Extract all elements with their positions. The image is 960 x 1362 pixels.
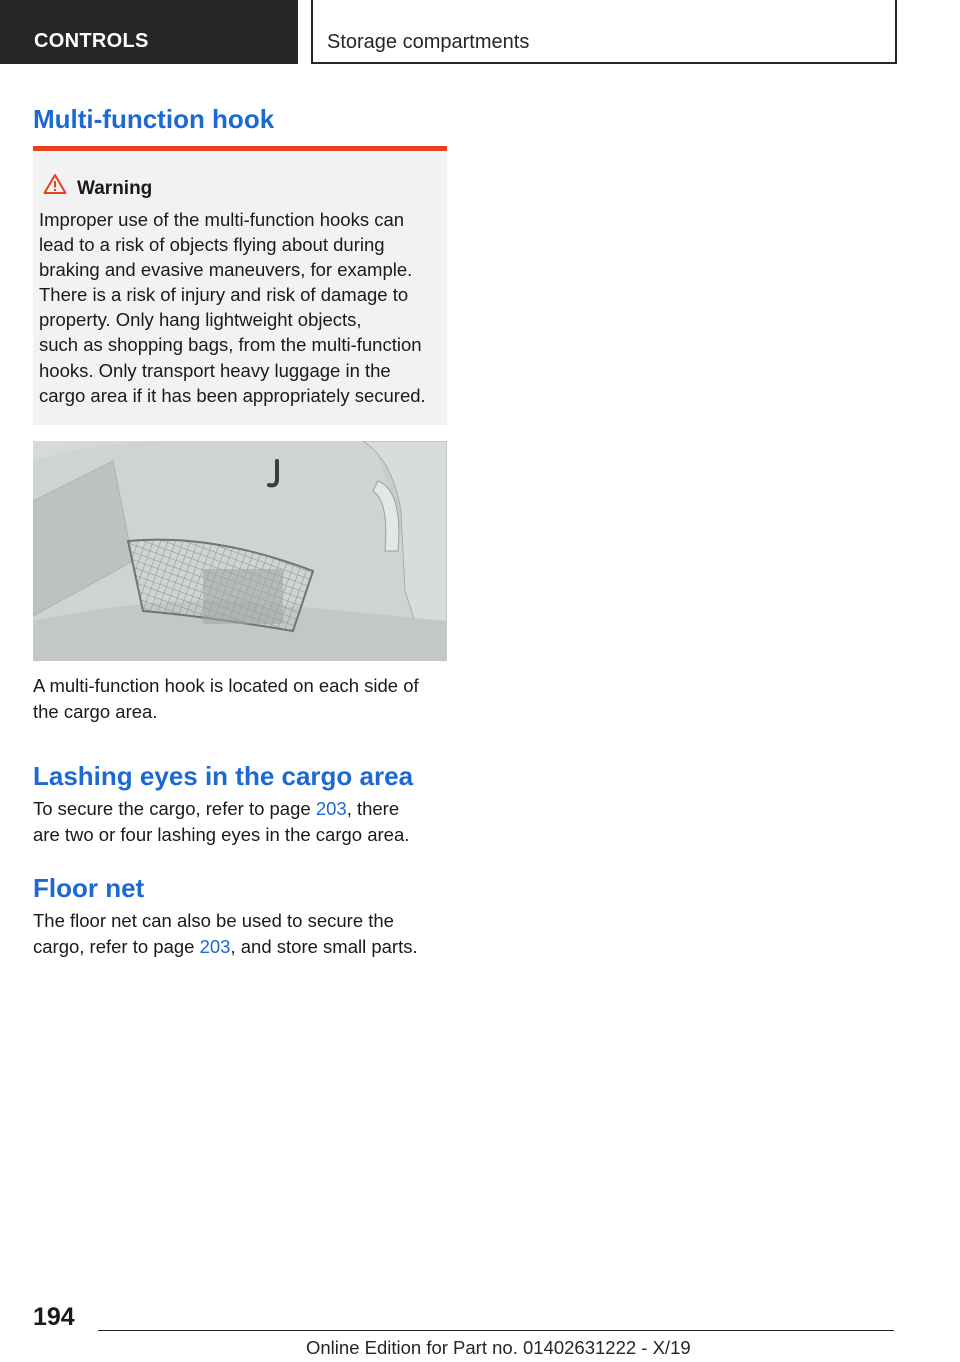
- hook-location-line: the cargo area.: [33, 700, 158, 722]
- header-topic-box: [311, 0, 897, 64]
- lashing-text-part: , there: [346, 798, 400, 819]
- lashing-text-part: To secure the cargo, refer to page: [33, 798, 316, 819]
- lashing-text-part: are two or four lashing eyes in the cargo area.: [33, 823, 410, 845]
- heading-lashing-eyes: Lashing eyes in the cargo area: [33, 761, 414, 791]
- warning-text: [39, 207, 443, 408]
- warning-line: such as shopping bags, from the multi-function: [39, 334, 422, 356]
- warning-line: Improper use of the multi-function hooks can: [39, 209, 405, 230]
- heading-multi-function-hook: Multi-function hook: [33, 104, 275, 134]
- warning-title: Warning: [77, 178, 153, 199]
- floor-net-text-part: cargo, refer to page: [33, 935, 200, 957]
- floor-net-text: [33, 908, 447, 959]
- warning-line: hooks. Only transport heavy luggage in the: [39, 359, 391, 381]
- page-ref-link-lashing[interactable]: 203: [315, 798, 347, 819]
- hook-location-line: A multi-function hook is located on each side of: [33, 675, 419, 696]
- warning-line: braking and evasive maneuvers, for example.: [39, 259, 413, 281]
- floor-net-text-part: The floor net can also be used to secure the: [33, 910, 394, 931]
- header-topic-label: Storage compartments: [327, 31, 530, 53]
- page-ref-link-floor-net[interactable]: 203: [199, 935, 231, 957]
- warning-box: [33, 146, 447, 425]
- header-section-tab: [0, 0, 298, 64]
- warning-triangle-icon: [43, 173, 67, 195]
- header-section-label: CONTROLS: [34, 30, 149, 52]
- heading-floor-net: Floor net: [33, 873, 145, 903]
- warning-line: There is a risk of injury and risk of damage to: [39, 284, 409, 306]
- footer-rule: [98, 1330, 894, 1331]
- cargo-area-hook-illustration: [33, 441, 447, 661]
- warning-line: lead to a risk of objects flying about during: [39, 234, 385, 256]
- floor-net-text-part: , and store small parts.: [230, 935, 418, 957]
- footer-edition: Online Edition for Part no. 01402631222 - X/19: [306, 1337, 691, 1358]
- warning-line: property. Only hang lightweight objects,: [39, 309, 362, 331]
- page-number: 194: [33, 1303, 75, 1331]
- hook-location-text: [33, 673, 447, 724]
- warning-line: cargo area if it has been appropriately secured.: [39, 384, 426, 406]
- cargo-area-drawing: [33, 441, 447, 661]
- lashing-eyes-text: [33, 796, 447, 847]
